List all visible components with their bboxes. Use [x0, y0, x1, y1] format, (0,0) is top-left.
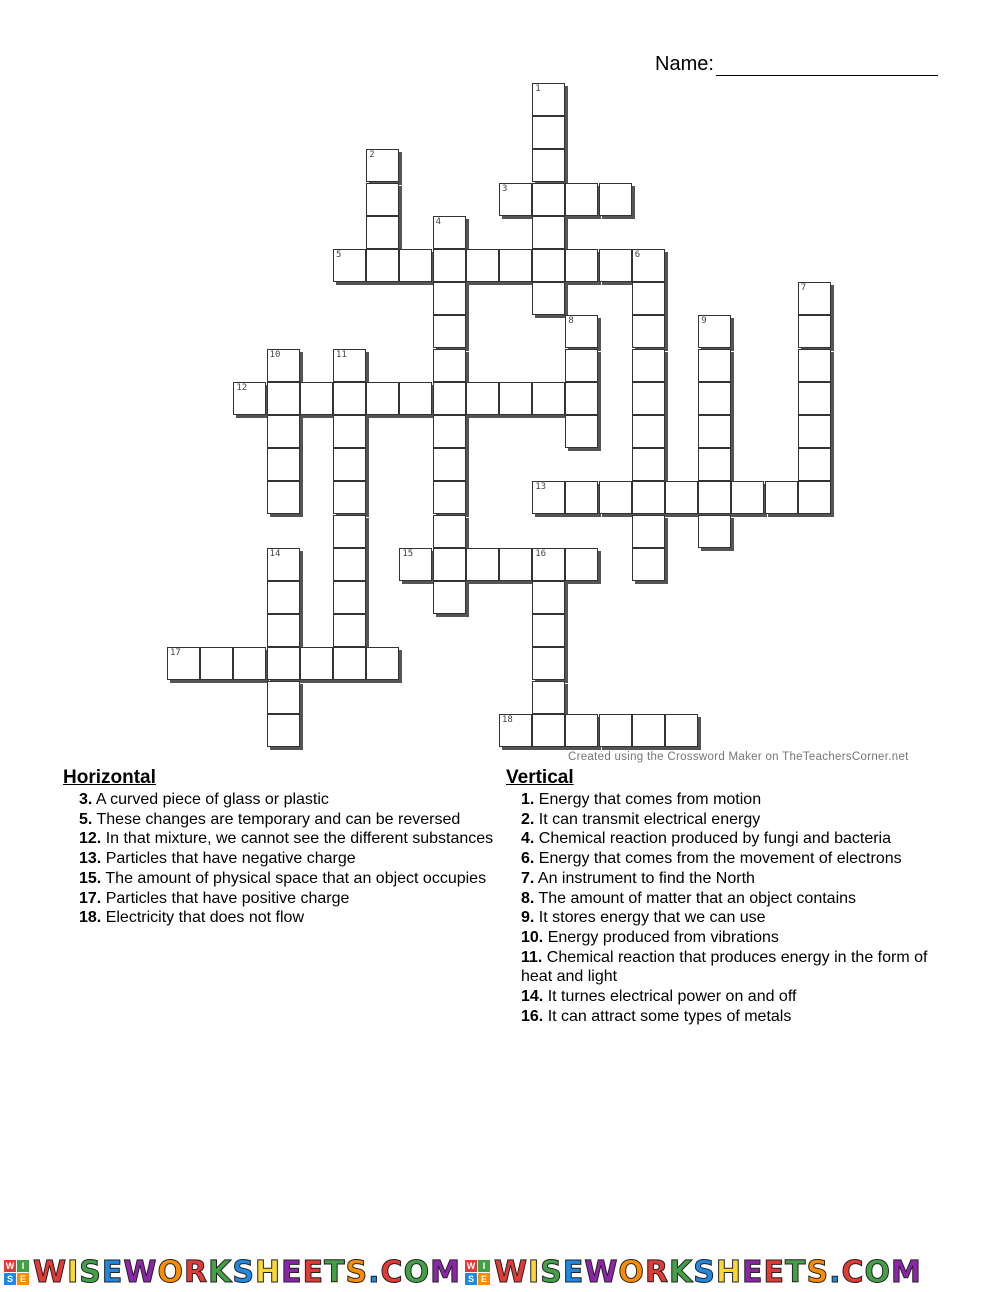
crossword-cell[interactable] [300, 647, 333, 680]
crossword-cell[interactable] [565, 183, 598, 216]
crossword-cell[interactable] [366, 183, 399, 216]
crossword-cell[interactable] [333, 349, 366, 382]
crossword-cell[interactable] [366, 382, 399, 415]
crossword-cell[interactable] [233, 647, 266, 680]
crossword-cell[interactable] [333, 515, 366, 548]
crossword-cell[interactable] [532, 116, 565, 149]
clue-text: The amount of physical space that an object occupies [101, 869, 487, 887]
clue-number: 17. [79, 889, 102, 907]
vertical-clue [521, 829, 946, 849]
clue-text: A curved piece of glass or plastic [92, 791, 329, 808]
vertical-clue [521, 948, 946, 987]
clue-number: 9. [521, 909, 535, 927]
crossword-cell[interactable] [333, 647, 366, 680]
clue-number: 16. [521, 1007, 544, 1025]
crossword-cell[interactable] [399, 382, 432, 415]
crossword-cell[interactable] [200, 647, 233, 680]
crossword-cell[interactable] [632, 382, 665, 415]
crossword-cell[interactable] [665, 714, 698, 747]
clue-text: Particles that have negative charge [101, 850, 356, 868]
crossword-cell[interactable] [698, 481, 731, 514]
clue-text: These changes are temporary and can be reversed [92, 810, 461, 828]
clue-number: 12. [79, 830, 102, 848]
crossword-cell[interactable] [632, 249, 665, 282]
horizontal-clue [79, 829, 503, 849]
crossword-cell[interactable] [599, 183, 632, 216]
crossword-cell[interactable] [532, 216, 565, 249]
crossword-cell[interactable] [532, 548, 565, 581]
crossword-cell[interactable] [333, 581, 366, 614]
crossword-cell[interactable] [532, 614, 565, 647]
vertical-clue-list [506, 790, 946, 1026]
clue-text: In that mixture, we cannot see the different substances [101, 830, 494, 848]
cell-number: 2 [369, 150, 375, 161]
crossword-cell[interactable] [731, 481, 764, 514]
cell-number: 16 [535, 548, 547, 559]
crossword-cell[interactable] [565, 714, 598, 747]
clue-number: 2. [521, 810, 535, 828]
horizontal-clues [63, 767, 503, 928]
crossword-cell[interactable] [433, 382, 466, 415]
clue-text: Electricity that does not flow [101, 909, 305, 927]
cell-number: 8 [568, 316, 574, 327]
crossword-cell[interactable] [565, 415, 598, 448]
crossword-cell[interactable] [798, 415, 831, 448]
cell-number: 5 [336, 250, 342, 260]
crossword-cell[interactable] [532, 581, 565, 614]
cell-number: 13 [535, 482, 547, 493]
name-label: Name: [655, 53, 714, 75]
credit-text: Created using the Crossword Maker on TheTeachersCorner.net [568, 751, 909, 763]
vertical-heading: Vertical [506, 767, 574, 788]
clue-number: 5. [79, 810, 93, 828]
crossword-cell[interactable] [632, 548, 665, 581]
clue-number: 6. [521, 850, 535, 868]
vertical-clue [521, 928, 946, 948]
clue-text: Particles that have positive charge [101, 889, 350, 907]
crossword-cell[interactable] [333, 415, 366, 448]
vertical-clue [521, 908, 946, 928]
crossword-cell[interactable] [499, 183, 532, 216]
crossword-cell[interactable] [499, 382, 532, 415]
crossword-cell[interactable] [632, 415, 665, 448]
crossword-cell[interactable] [433, 481, 466, 514]
crossword-cell[interactable] [698, 448, 731, 481]
crossword-cell[interactable] [532, 681, 565, 714]
vertical-clue [521, 790, 946, 810]
clue-text: It turnes electrical power on and off [543, 988, 797, 1006]
crossword-cell[interactable] [366, 216, 399, 249]
cell-number: 11 [336, 349, 347, 360]
cell-number: 1 [535, 84, 541, 94]
crossword-cell[interactable] [366, 249, 399, 282]
crossword-cell[interactable] [532, 481, 565, 514]
clue-text: An instrument to find the North [534, 869, 755, 887]
clue-number: 10. [521, 928, 544, 946]
logo-icon: W I S E [465, 1260, 490, 1285]
crossword-cell[interactable] [632, 315, 665, 348]
crossword-cell[interactable] [532, 282, 565, 315]
crossword-cell[interactable] [466, 548, 499, 581]
vertical-clue [521, 1007, 946, 1027]
crossword-cell[interactable] [267, 415, 300, 448]
crossword-cell[interactable] [632, 448, 665, 481]
vertical-clue [521, 987, 946, 1007]
crossword-cell[interactable] [798, 282, 831, 315]
horizontal-clue [79, 849, 503, 869]
crossword-cell[interactable] [267, 681, 300, 714]
footer-banner [0, 1252, 1000, 1292]
clue-text: Energy produced from vibrations [543, 928, 779, 946]
cell-number: 10 [269, 349, 281, 360]
crossword-cell[interactable] [632, 481, 665, 514]
clue-text: The amount of matter that an object contains [534, 889, 857, 907]
crossword-cell[interactable] [499, 548, 532, 581]
crossword-cell[interactable] [565, 548, 598, 581]
crossword-cell[interactable] [565, 481, 598, 514]
wiseworksheets-logo [4, 1255, 461, 1290]
crossword-cell[interactable] [599, 481, 632, 514]
clue-number: 1. [521, 791, 535, 808]
horizontal-clue [79, 810, 503, 830]
brand-text: WISEWORKSHEETS.COM [493, 1254, 922, 1290]
clue-number: 7. [521, 869, 535, 887]
cell-number: 12 [236, 382, 248, 393]
crossword-cell[interactable] [698, 415, 731, 448]
crossword-cell[interactable] [765, 481, 798, 514]
crossword-cell[interactable] [433, 349, 466, 382]
vertical-clue [521, 869, 946, 889]
crossword-cell[interactable] [366, 149, 399, 182]
crossword-cell[interactable] [599, 714, 632, 747]
horizontal-clue-list [63, 790, 503, 928]
crossword-cell[interactable] [632, 515, 665, 548]
horizontal-clue [79, 869, 503, 889]
crossword-cell[interactable] [532, 382, 565, 415]
clue-text: Chemical reaction that produces energy in the form of heat and light [521, 948, 928, 986]
clue-text: It can transmit electrical energy [534, 810, 761, 828]
horizontal-clue [79, 908, 503, 928]
clue-text: Energy that comes from motion [534, 791, 762, 808]
vertical-clues [506, 767, 946, 1026]
crossword-cell[interactable] [267, 548, 300, 581]
crossword-cell[interactable] [798, 481, 831, 514]
crossword-cell[interactable] [698, 315, 731, 348]
crossword-cell[interactable] [333, 481, 366, 514]
crossword-cell[interactable] [532, 249, 565, 282]
crossword-cell[interactable] [333, 448, 366, 481]
crossword-cell[interactable] [267, 647, 300, 680]
crossword-cell[interactable] [433, 415, 466, 448]
crossword-cell[interactable] [532, 149, 565, 182]
crossword-cell[interactable] [267, 448, 300, 481]
crossword-cell[interactable] [565, 249, 598, 282]
vertical-clue [521, 810, 946, 830]
horizontal-clue [79, 790, 503, 810]
crossword-cell[interactable] [366, 647, 399, 680]
crossword-cell[interactable] [433, 548, 466, 581]
cell-number: 4 [435, 216, 442, 227]
crossword-cell[interactable] [599, 249, 632, 282]
crossword-cell[interactable] [632, 282, 665, 315]
crossword-cell[interactable] [798, 349, 831, 382]
cell-number: 7 [800, 283, 807, 294]
crossword-cell[interactable] [333, 548, 366, 581]
clue-number: 13. [79, 850, 102, 868]
cell-number: 9 [701, 316, 707, 327]
crossword-cell[interactable] [798, 382, 831, 415]
crossword-cell[interactable] [433, 581, 466, 614]
cell-number: 6 [634, 250, 641, 260]
crossword-cell[interactable] [532, 183, 565, 216]
clue-number: 4. [521, 830, 535, 848]
clue-number: 3. [79, 791, 93, 808]
crossword-cell[interactable] [698, 515, 731, 548]
crossword-cell[interactable] [167, 647, 200, 680]
crossword-cell[interactable] [333, 249, 366, 282]
vertical-clue [521, 889, 946, 909]
crossword-cell[interactable] [798, 315, 831, 348]
crossword-cell[interactable] [433, 216, 466, 249]
clue-number: 8. [521, 889, 535, 907]
crossword-cell[interactable] [499, 714, 532, 747]
clue-number: 11. [521, 948, 543, 966]
crossword-cell[interactable] [267, 382, 300, 415]
cell-number: 18 [502, 714, 513, 725]
crossword-cell[interactable] [433, 249, 466, 282]
crossword-cell[interactable] [565, 349, 598, 382]
crossword-cell[interactable] [433, 515, 466, 548]
crossword-cell[interactable] [267, 481, 300, 514]
brand-text: WISEWORKSHEETS.COM [33, 1254, 461, 1290]
crossword-cell[interactable] [399, 548, 432, 581]
clue-text: It stores energy that we can use [534, 909, 766, 927]
crossword-cell[interactable] [267, 581, 300, 614]
crossword-cell[interactable] [399, 249, 432, 282]
clue-number: 18. [79, 909, 102, 927]
clue-text: Chemical reaction produced by fungi and bacteria [534, 830, 891, 848]
crossword-cell[interactable] [632, 714, 665, 747]
crossword-cell[interactable] [433, 448, 466, 481]
cell-number: 3 [502, 183, 508, 194]
clue-number: 15. [79, 869, 102, 887]
crossword-cell[interactable] [499, 249, 532, 282]
crossword-cell[interactable] [798, 448, 831, 481]
clue-text: Energy that comes from the movement of electrons [534, 850, 902, 868]
crossword-cell[interactable] [565, 315, 598, 348]
crossword-cell[interactable] [433, 282, 466, 315]
clue-number: 14. [521, 988, 544, 1006]
wiseworksheets-logo [465, 1255, 922, 1290]
crossword-cell[interactable] [267, 614, 300, 647]
clue-text: It can attract some types of metals [543, 1007, 792, 1025]
logo-icon: W I S E [4, 1260, 29, 1285]
crossword-cell[interactable] [333, 614, 366, 647]
crossword-cell[interactable] [532, 83, 565, 116]
crossword-cell[interactable] [466, 249, 499, 282]
crossword-cell[interactable] [632, 349, 665, 382]
crossword-cell[interactable] [267, 714, 300, 747]
crossword-cell[interactable] [300, 382, 333, 415]
crossword-cell[interactable] [433, 315, 466, 348]
crossword-cell[interactable] [532, 647, 565, 680]
crossword-cell[interactable] [665, 481, 698, 514]
crossword-cell[interactable] [698, 349, 731, 382]
cell-number: 15 [402, 548, 414, 559]
crossword-cell[interactable] [333, 382, 366, 415]
horizontal-heading: Horizontal [63, 767, 156, 788]
crossword-cell[interactable] [267, 349, 300, 382]
horizontal-clue [79, 889, 503, 909]
crossword-cell[interactable] [698, 382, 731, 415]
crossword-cell[interactable] [466, 382, 499, 415]
cell-number: 17 [170, 648, 181, 659]
crossword-cell[interactable] [532, 714, 565, 747]
crossword-cell[interactable] [233, 382, 266, 415]
cell-number: 14 [269, 548, 281, 559]
vertical-clue [521, 849, 946, 869]
crossword-cell[interactable] [565, 382, 598, 415]
